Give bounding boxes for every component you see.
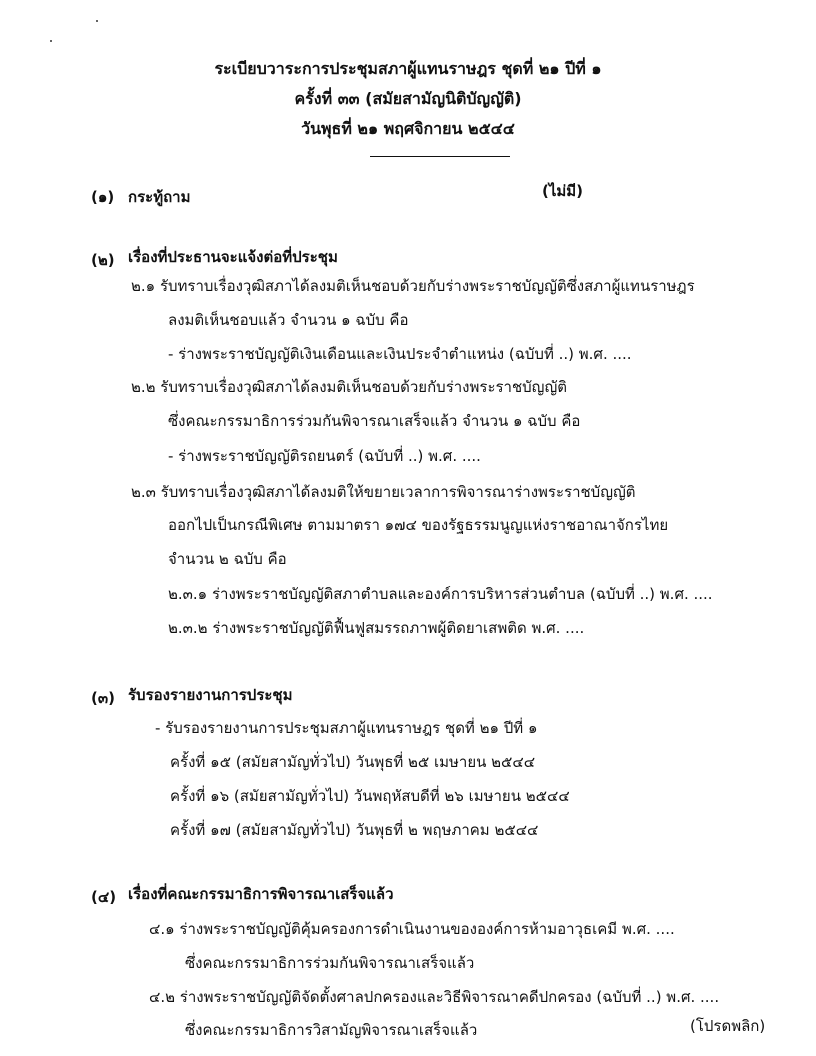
item-4-1-line-1: ๔.๑ ร่างพระราชบัญญัติคุ้มครองการดำเนินงานขององค์การห้ามอาวุธเคมี พ.ศ. .... bbox=[149, 920, 675, 938]
item-2-3-2: ๒.๓.๒ ร่างพระราชบัญญัติฟื้นฟูสมรรถภาพผู้ติดยาเสพติด พ.ศ. .... bbox=[168, 619, 585, 637]
item-4-2-line-1: ๔.๒ ร่างพระราชบัญญัติจัดตั้งศาลปกครองและวิธีพิจารณาคดีปกครอง (ฉบับที่ ..) พ.ศ. .... bbox=[149, 988, 720, 1006]
item-2-1-bullet: - ร่างพระราชบัญญัติเงินเดือนและเงินประจำตำแหน่ง (ฉบับที่ ..) พ.ศ. .... bbox=[168, 345, 632, 363]
section-2-number: (๒) bbox=[91, 251, 115, 269]
section-4-title: เรื่องที่คณะกรรมาธิการพิจารณาเสร็จแล้ว bbox=[128, 885, 394, 903]
minutes-record-16: ครั้งที่ ๑๖ (สมัยสามัญทั่วไป) วันพฤหัสบดีที่ ๒๖ เมษายน ๒๕๔๔ bbox=[170, 787, 570, 805]
section-1-title: กระทู้ถาม bbox=[128, 188, 191, 206]
item-2-2-line-1: ๒.๒ รับทราบเรื่องวุฒิสภาได้ลงมติเห็นชอบด้วยกับร่างพระราชบัญญัติ bbox=[131, 378, 567, 396]
minutes-record-17: ครั้งที่ ๑๗ (สมัยสามัญทั่วไป) วันพุธที่ ๒ พฤษภาคม ๒๕๔๔ bbox=[170, 821, 539, 839]
header-title: ระเบียบวาระการประชุมสภาผู้แทนราษฎร ชุดที่ ๒๑ ปีที่ ๑ bbox=[214, 59, 602, 78]
scan-speck bbox=[96, 20, 98, 22]
turn-over-note: (โปรดพลิก) bbox=[690, 1017, 766, 1035]
item-2-3-1: ๒.๓.๑ ร่างพระราชบัญญัติสภาตำบลและองค์การบริหารส่วนตำบล (ฉบับที่ ..) พ.ศ. .... bbox=[168, 585, 713, 603]
header-session: ครั้งที่ ๓๓ (สมัยสามัญนิติบัญญัติ) bbox=[294, 89, 522, 108]
section-4-number: (๔) bbox=[91, 888, 117, 906]
item-2-3-line-2: ออกไปเป็นกรณีพิเศษ ตามมาตรา ๑๗๔ ของรัฐธรรมนูญแห่งราชอาณาจักรไทย bbox=[168, 516, 669, 534]
item-4-1-line-2: ซึ่งคณะกรรมาธิการร่วมกันพิจารณาเสร็จแล้ว bbox=[185, 954, 475, 972]
minutes-bullet: - รับรองรายงานการประชุมสภาผู้แทนราษฎร ชุดที่ ๒๑ ปีที่ ๑ bbox=[155, 719, 538, 737]
item-4-2-line-2: ซึ่งคณะกรรมาธิการวิสามัญพิจารณาเสร็จแล้ว bbox=[185, 1021, 478, 1039]
header-date: วันพุธที่ ๒๑ พฤศจิกายน ๒๕๔๔ bbox=[301, 119, 515, 138]
section-2-title: เรื่องที่ประธานจะแจ้งต่อที่ประชุม bbox=[128, 248, 338, 266]
header-divider bbox=[370, 156, 510, 157]
section-1-note: (ไม่มี) bbox=[542, 182, 584, 200]
item-2-3-line-1: ๒.๓ รับทราบเรื่องวุฒิสภาได้ลงมติให้ขยายเวลาการพิจารณาร่างพระราชบัญญัติ bbox=[131, 483, 636, 501]
item-2-3-line-3: จำนวน ๒ ฉบับ คือ bbox=[168, 550, 287, 568]
minutes-record-15: ครั้งที่ ๑๕ (สมัยสามัญทั่วไป) วันพุธที่ ๒๕ เมษายน ๒๕๔๔ bbox=[170, 753, 536, 771]
item-2-2-line-2: ซึ่งคณะกรรมาธิการร่วมกันพิจารณาเสร็จแล้ว จำนวน ๑ ฉบับ คือ bbox=[168, 412, 581, 430]
item-2-2-bullet: - ร่างพระราชบัญญัติรถยนตร์ (ฉบับที่ ..) พ.ศ. .... bbox=[168, 447, 481, 465]
section-3-title: รับรองรายงานการประชุม bbox=[128, 686, 293, 704]
item-2-1-line-1: ๒.๑ รับทราบเรื่องวุฒิสภาได้ลงมติเห็นชอบด้วยกับร่างพระราชบัญญัติซึ่งสภาผู้แทนราษฎร bbox=[131, 277, 695, 295]
scan-speck bbox=[50, 40, 52, 42]
section-1-number: (๑) bbox=[91, 188, 115, 206]
section-3-number: (๓) bbox=[91, 689, 115, 707]
item-2-1-line-2: ลงมติเห็นชอบแล้ว จำนวน ๑ ฉบับ คือ bbox=[168, 311, 409, 329]
